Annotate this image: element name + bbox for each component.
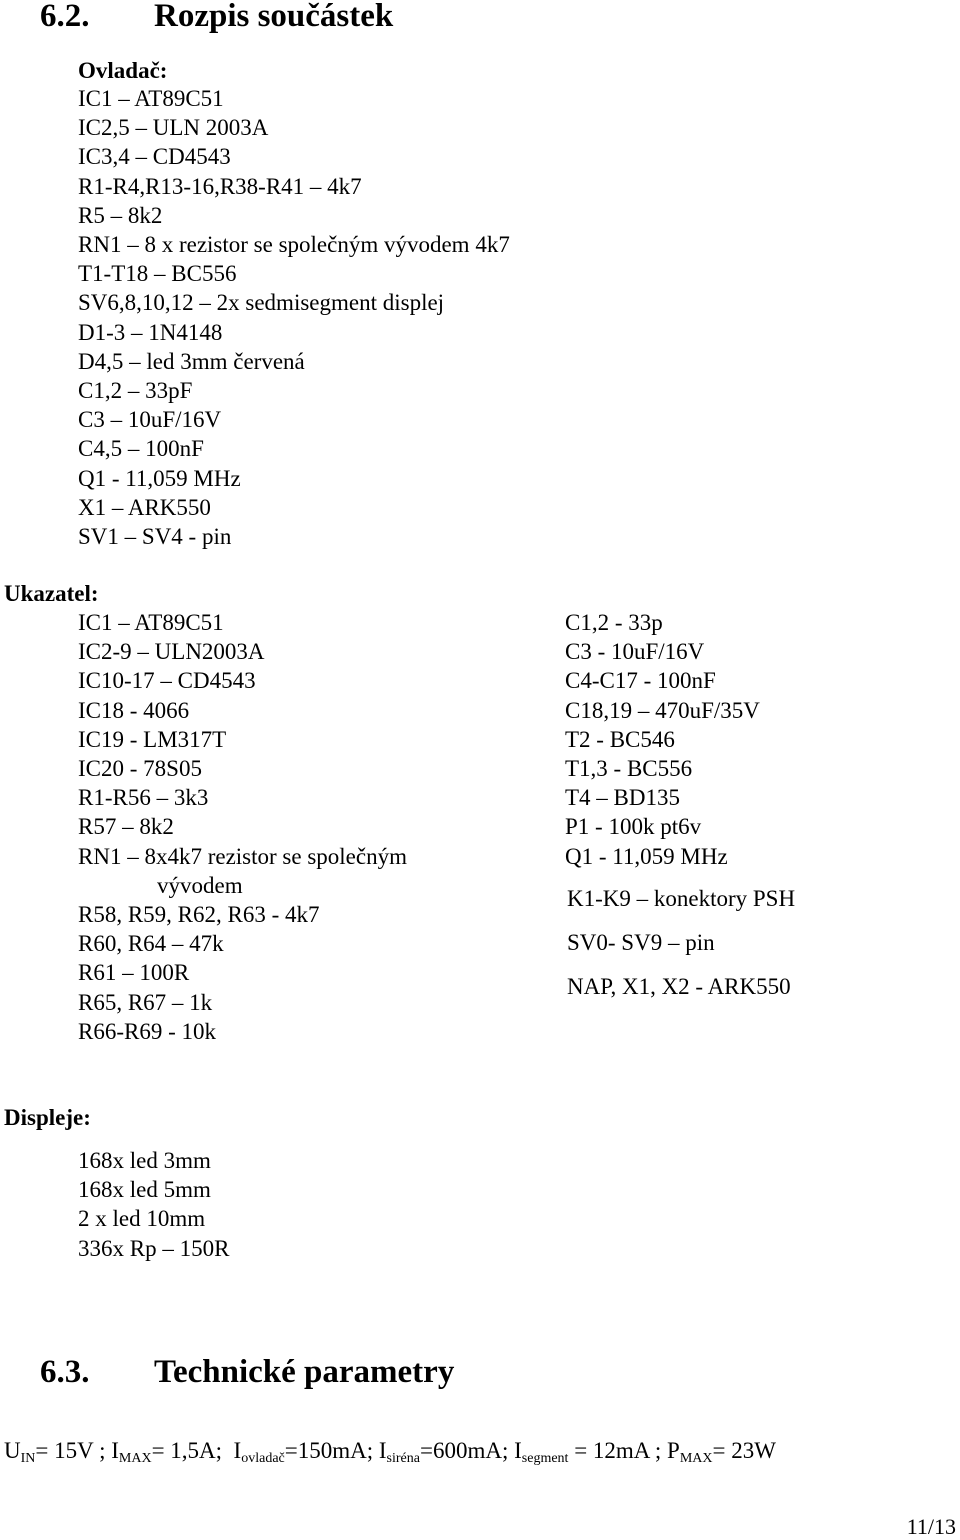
list-item: RN1 – 8 x rezistor se společným vývodem 4k7 — [78, 232, 510, 258]
param-pmax-value: = 23W — [712, 1438, 776, 1463]
param-u-subscript: IN — [20, 1451, 36, 1466]
list-item: IC19 - LM317T — [78, 726, 227, 752]
list-item: R61 – 100R — [78, 960, 190, 986]
list-item: IC2-9 – ULN2003A — [78, 639, 265, 665]
list-item: vývodem — [157, 872, 243, 898]
list-item: SV6,8,10,12 – 2x sedmisegment displej — [78, 290, 445, 316]
list-item: R65, R67 – 1k — [78, 989, 213, 1015]
list-item: T1,3 - BC556 — [565, 756, 693, 782]
list-item: P1 - 100k pt6v — [565, 814, 702, 840]
param-isirena-symbol: I — [378, 1438, 387, 1463]
param-imax-value: = 1,5A; — [151, 1438, 223, 1463]
ukazatel-label: Ukazatel: — [4, 581, 99, 606]
list-item: IC10-17 – CD4543 — [78, 668, 256, 694]
param-imax-symbol: I — [111, 1438, 119, 1463]
list-item: IC2,5 – ULN 2003A — [78, 115, 269, 141]
param-imax-subscript: MAX — [118, 1451, 152, 1466]
list-item: C4,5 – 100nF — [78, 436, 204, 462]
list-item: NAP, X1, X2 - ARK550 — [567, 974, 791, 999]
technical-parameters-line — [4, 1436, 776, 1466]
list-item: IC20 - 78S05 — [78, 756, 202, 782]
list-item: T1-T18 – BC556 — [78, 261, 237, 287]
list-item: T4 – BD135 — [565, 785, 680, 811]
list-item: R1-R56 – 3k3 — [78, 785, 209, 811]
list-item: Q1 - 11,059 MHz — [565, 843, 728, 869]
list-item: C1,2 – 33pF — [78, 378, 193, 404]
section-heading-6-3 — [40, 1354, 454, 1390]
list-item: 336x Rp – 150R — [78, 1235, 230, 1261]
list-item: R5 – 8k2 — [78, 202, 163, 228]
list-item: C3 – 10uF/16V — [78, 407, 222, 433]
param-isegment-subscript: segment — [521, 1451, 569, 1466]
list-item: R1-R4,R13-16,R38-R41 – 4k7 — [78, 173, 362, 199]
list-item: C4-C17 - 100nF — [565, 668, 716, 694]
param-u-value: = 15V ; — [35, 1438, 106, 1463]
section-heading-6-2 — [40, 0, 393, 34]
displeje-label: Displeje: — [4, 1105, 91, 1130]
list-item: IC18 - 4066 — [78, 697, 190, 723]
param-isirena-subscript: siréna — [386, 1451, 420, 1466]
list-item: R60, R64 – 47k — [78, 931, 224, 957]
list-item: D4,5 – led 3mm červená — [78, 348, 305, 374]
section-title: Technické parametry — [154, 1354, 455, 1390]
list-item: 168x led 5mm — [78, 1177, 211, 1203]
page-number: 11/13 — [906, 1514, 956, 1539]
list-item: K1-K9 – konektory PSH — [567, 886, 796, 911]
param-u-symbol: U — [4, 1438, 21, 1463]
list-item: R57 – 8k2 — [78, 814, 174, 840]
param-iovladac-subscript: ovladač — [241, 1451, 285, 1466]
section-title: Rozpis součástek — [154, 0, 394, 34]
list-item: R58, R59, R62, R63 - 4k7 — [78, 902, 320, 928]
list-item: X1 – ARK550 — [78, 494, 211, 520]
list-item: 168x led 3mm — [78, 1148, 211, 1173]
list-item: RN1 – 8x4k7 rezistor se společným — [78, 843, 407, 869]
param-isirena-value: =600mA; — [419, 1438, 509, 1463]
param-isegment-value: = 12mA ; — [568, 1438, 662, 1463]
list-item: IC1 – AT89C51 — [78, 610, 224, 635]
param-pmax-symbol: P — [667, 1438, 680, 1463]
list-item: D1-3 – 1N4148 — [78, 319, 223, 345]
list-item: R66-R69 - 10k — [78, 1018, 216, 1044]
param-iovladac-symbol: I — [233, 1438, 242, 1463]
ovladac-label: Ovladač: — [78, 58, 168, 83]
list-item: 2 x led 10mm — [78, 1206, 206, 1232]
param-iovladac-value: =150mA; — [284, 1438, 374, 1463]
list-item: C18,19 – 470uF/35V — [565, 697, 760, 723]
list-item: C1,2 - 33p — [565, 610, 663, 635]
list-item: IC1 – AT89C51 — [78, 86, 224, 111]
ovladac-parts-list — [78, 84, 510, 551]
ukazatel-parts-list-left — [78, 608, 407, 1046]
param-isegment-symbol: I — [514, 1438, 522, 1463]
section-number: 6.2. — [40, 0, 90, 34]
displeje-parts-list — [78, 1146, 229, 1263]
section-number: 6.3. — [40, 1354, 90, 1390]
param-pmax-subscript: MAX — [679, 1451, 713, 1466]
list-item: SV1 – SV4 - pin — [78, 524, 232, 550]
list-item: C3 - 10uF/16V — [565, 639, 705, 665]
list-item: SV0- SV9 – pin — [567, 930, 715, 955]
list-item: IC3,4 – CD4543 — [78, 144, 231, 170]
list-item: T2 - BC546 — [565, 726, 675, 752]
ukazatel-parts-list-right — [565, 608, 760, 871]
list-item: Q1 - 11,059 MHz — [78, 465, 241, 491]
